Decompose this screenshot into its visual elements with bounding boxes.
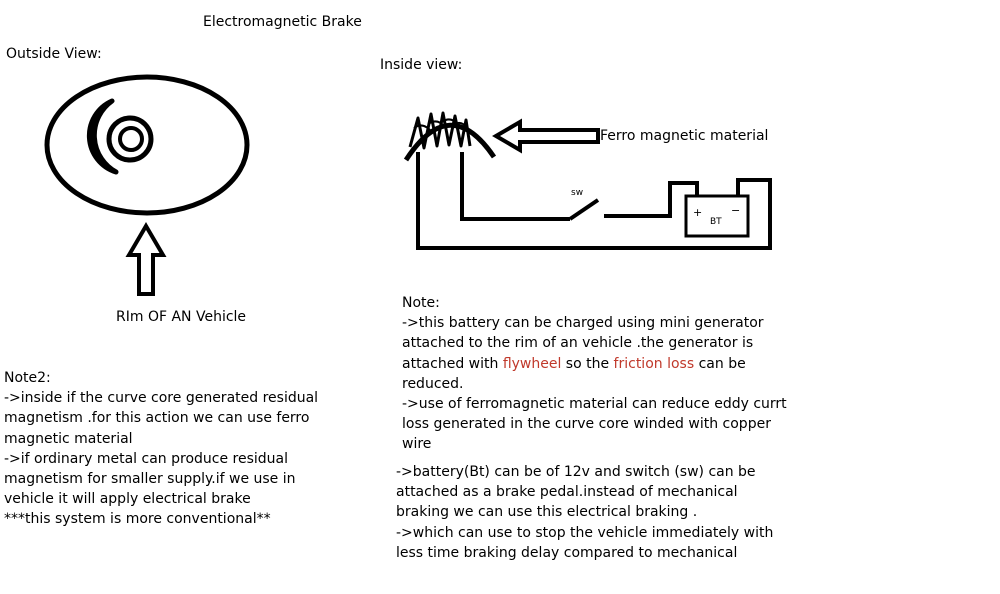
note-line-text: attached with [402,355,503,372]
note-line: less time braking delay compared to mechanical [396,544,738,561]
note-line: ->use of ferromagnetic material can reduce eddy currt [402,396,787,413]
note2-line: ->inside if the curve core generated residual [4,390,319,407]
rim-outer-ellipse [47,77,247,213]
note2-heading: Note2: [4,370,51,386]
note-block [402,293,787,455]
note-line-text: so the [561,355,614,372]
note-line: braking we can use this electrical braking . [396,504,698,521]
diagram-title: Electromagnetic Brake [203,14,362,30]
note-line: ->battery(Bt) can be of 12v and switch (sw) can be [396,464,756,480]
flywheel-highlight: flywheel [502,355,562,372]
note-line: attached to the rim of an vehicle .the generator is [402,335,754,352]
note2-line: magnetism .for this action we can use ferro [4,410,310,427]
switch-label: sw [571,188,584,198]
note-line: ->which can use to stop the vehicle immediately with [396,524,774,541]
note-line: attached as a brake pedal.instead of mechanical [396,484,738,501]
note-block-2 [396,462,773,563]
rim-label: RIm OF AN Vehicle [116,309,247,325]
battery-minus: − [731,204,741,217]
note-line: wire [402,436,432,453]
wire-to-battery [604,183,697,216]
battery-plus: + [693,206,703,219]
rim-hub-outer [109,118,151,160]
note-line: reduced. [402,375,464,392]
ferro-material-label: Ferro magnetic material [600,128,769,144]
note-line: ->this battery can be charged using mini generator [402,315,764,332]
note2-block [4,368,318,530]
inside-view-label: Inside view: [380,57,463,73]
rim-crescent [89,101,116,172]
rim-hub-inner [120,128,142,150]
switch-blade [570,200,598,219]
note-line [402,354,787,374]
friction-loss-highlight: friction loss [613,355,695,372]
note2-line: ***this system is more conventional** [4,511,271,528]
rim-arrow [129,226,163,294]
wire-inner [462,152,570,219]
ferro-arrow [496,122,598,150]
note-heading: Note: [402,295,440,311]
note2-line: magnetism for smaller supply.if we use in [4,471,296,488]
battery-label: BT [710,217,722,227]
note2-line: ->if ordinary metal can produce residual [4,450,288,467]
note-line: loss generated in the curve core winded with copper [402,416,771,433]
outside-view-label: Outside View: [6,46,102,62]
note2-line: magnetic material [4,430,133,447]
note-line-text: can be [694,355,746,372]
note2-line: vehicle it will apply electrical brake [4,491,251,508]
